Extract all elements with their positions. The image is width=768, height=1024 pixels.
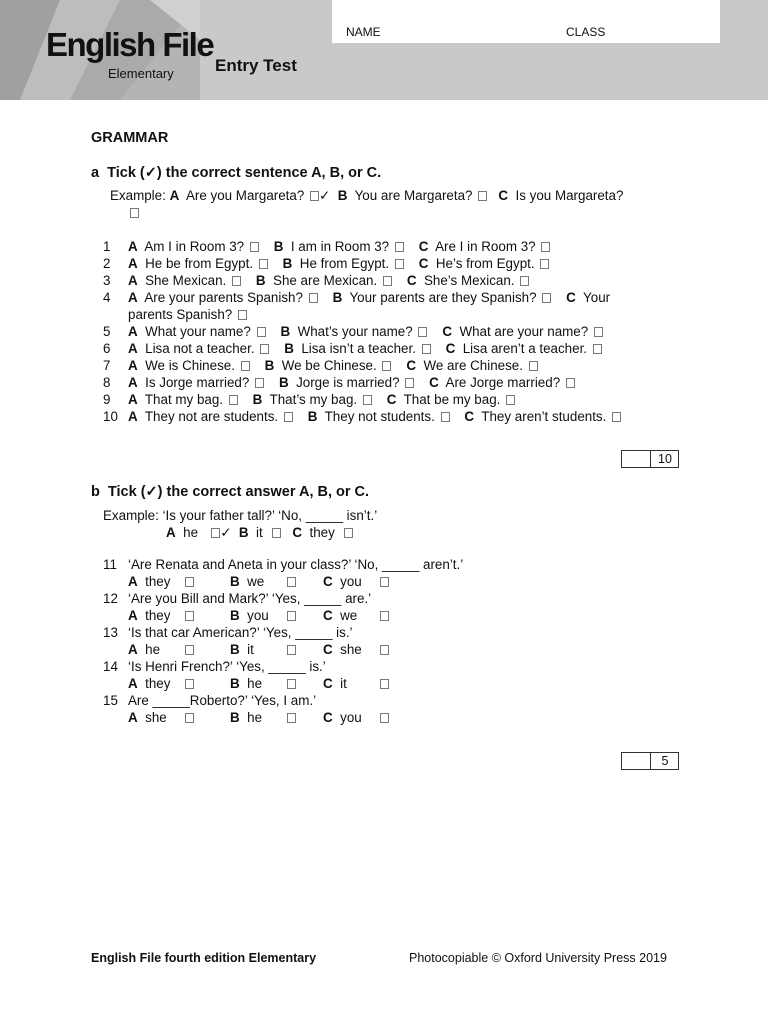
question-row bbox=[103, 693, 316, 709]
option-b-text: We be Chinese. bbox=[281, 358, 377, 373]
checkbox-icon[interactable] bbox=[380, 611, 389, 621]
option-letter: A bbox=[128, 642, 138, 657]
tick-icon: ✓ bbox=[220, 525, 232, 540]
checkbox-icon[interactable] bbox=[441, 412, 450, 422]
option-c-text: she bbox=[340, 642, 362, 657]
part-a-instruction bbox=[91, 165, 381, 181]
answer-option bbox=[323, 642, 389, 658]
option-letter: C bbox=[323, 710, 333, 725]
option-b-text: he bbox=[247, 676, 263, 691]
option-letter: A bbox=[128, 409, 138, 424]
question-number: 7 bbox=[103, 358, 111, 373]
checkbox-icon[interactable] bbox=[520, 276, 529, 286]
option-letter: B bbox=[264, 358, 275, 373]
checkbox-icon[interactable] bbox=[380, 577, 389, 587]
part-a-score: 10 bbox=[650, 451, 679, 467]
option-letter: B bbox=[255, 273, 266, 288]
checkbox-icon[interactable] bbox=[380, 713, 389, 723]
question-row bbox=[103, 324, 603, 340]
answer-option bbox=[230, 642, 296, 658]
answer-option bbox=[323, 608, 389, 624]
option-c-text: They aren’t students. bbox=[481, 409, 607, 424]
checkbox-icon[interactable] bbox=[287, 713, 296, 723]
checkbox-icon[interactable] bbox=[309, 293, 318, 303]
checkbox-icon[interactable] bbox=[529, 361, 538, 371]
answer-option bbox=[323, 574, 389, 590]
option-c-text: we bbox=[340, 608, 358, 623]
option-letter: A bbox=[128, 392, 138, 407]
question-text: ‘Is Henri French?’ ‘Yes, _____ is.’ bbox=[128, 659, 326, 674]
option-letter: B bbox=[252, 392, 263, 407]
option-a-text: What your name? bbox=[145, 324, 251, 339]
part-a-letter: a bbox=[91, 165, 100, 181]
option-c-text: you bbox=[340, 710, 362, 725]
option-letter: A bbox=[128, 358, 138, 373]
option-letter: C bbox=[406, 358, 417, 373]
option-b-text: What’s your name? bbox=[297, 324, 413, 339]
page-header bbox=[0, 0, 768, 100]
option-c-text: you bbox=[340, 574, 362, 589]
checkbox-icon[interactable] bbox=[593, 344, 602, 354]
option-letter: C bbox=[445, 341, 456, 356]
option-letter: C bbox=[418, 256, 429, 271]
class-label: CLASS bbox=[566, 25, 606, 39]
checkbox-icon[interactable] bbox=[287, 611, 296, 621]
question-number: 5 bbox=[103, 324, 111, 339]
option-a-text: She Mexican. bbox=[145, 273, 227, 288]
test-title: Entry Test bbox=[215, 56, 297, 75]
option-letter: C bbox=[429, 375, 439, 390]
checkbox-icon[interactable] bbox=[540, 259, 549, 269]
part-b-instruction bbox=[91, 484, 369, 500]
option-b-text: That’s my bag. bbox=[269, 392, 358, 407]
part-b-score-box bbox=[621, 752, 679, 770]
checkbox-icon[interactable] bbox=[541, 242, 550, 252]
name-class-box bbox=[332, 0, 720, 43]
option-letter: B bbox=[273, 239, 284, 254]
part-b-score: 5 bbox=[650, 753, 679, 769]
option-b-text: Lisa isn’t a teacher. bbox=[301, 341, 416, 356]
answer-option bbox=[230, 710, 296, 726]
option-letter: A bbox=[128, 324, 138, 339]
option-a-text: Is Jorge married? bbox=[145, 375, 250, 390]
option-c-text: What are your name? bbox=[459, 324, 589, 339]
option-b-text: They not students. bbox=[324, 409, 435, 424]
option-letter: C bbox=[323, 676, 333, 691]
checkbox-icon[interactable] bbox=[418, 327, 427, 337]
logo-subtitle: Elementary bbox=[108, 66, 174, 81]
checkbox-icon[interactable] bbox=[185, 713, 194, 723]
question-row bbox=[103, 273, 529, 289]
checkbox-icon[interactable] bbox=[241, 361, 250, 371]
option-letter: B bbox=[332, 290, 343, 305]
option-letter: B bbox=[307, 409, 318, 424]
question-number: 2 bbox=[103, 256, 111, 271]
option-a-text: Are your parents Spanish? bbox=[144, 290, 303, 305]
tick-icon: ✓ bbox=[319, 188, 331, 203]
question-number: 10 bbox=[103, 409, 118, 424]
question-row bbox=[103, 358, 538, 374]
checkbox-icon[interactable] bbox=[395, 242, 404, 252]
checkbox-icon[interactable] bbox=[405, 378, 414, 388]
checkbox-icon[interactable] bbox=[363, 395, 372, 405]
option-letter: B bbox=[230, 676, 240, 691]
answer-option bbox=[128, 710, 194, 726]
option-b-text: it bbox=[247, 642, 254, 657]
answer-option bbox=[323, 710, 389, 726]
answer-option bbox=[128, 676, 194, 692]
question-row bbox=[103, 409, 621, 425]
checkbox-icon[interactable] bbox=[229, 395, 238, 405]
answer-option bbox=[128, 608, 194, 624]
checkbox-icon[interactable] bbox=[383, 276, 392, 286]
checkbox-icon[interactable] bbox=[506, 395, 515, 405]
checkbox-icon[interactable] bbox=[185, 577, 194, 587]
answer-option bbox=[230, 676, 296, 692]
option-b-text: he bbox=[247, 710, 263, 725]
option-c-text: We are Chinese. bbox=[423, 358, 523, 373]
option-c-text: That be my bag. bbox=[403, 392, 501, 407]
checkbox-icon[interactable] bbox=[380, 645, 389, 655]
question-row bbox=[103, 239, 550, 255]
option-letter: A bbox=[128, 256, 138, 271]
checkbox-icon[interactable] bbox=[211, 528, 220, 538]
checkbox-icon[interactable] bbox=[272, 528, 281, 538]
checkbox-icon[interactable] bbox=[185, 679, 194, 689]
question-number: 11 bbox=[103, 557, 117, 572]
question-row bbox=[103, 557, 463, 573]
question-row bbox=[103, 290, 610, 306]
part-a-text: Tick (✓) the correct sentence A, B, or C. bbox=[107, 165, 382, 181]
option-b-text: you bbox=[247, 608, 269, 623]
checkbox-icon[interactable] bbox=[395, 259, 404, 269]
option-letter: A bbox=[128, 608, 138, 623]
option-c-text: Are Jorge married? bbox=[445, 375, 561, 390]
option-b-text: Jorge is married? bbox=[296, 375, 400, 390]
option-letter: A bbox=[128, 574, 138, 589]
question-row bbox=[103, 392, 515, 408]
checkbox-icon[interactable] bbox=[260, 344, 269, 354]
option-letter: C bbox=[566, 290, 576, 305]
question-text: ‘Are you Bill and Mark?’ ‘Yes, _____ are.’ bbox=[128, 591, 372, 606]
question-number: 9 bbox=[103, 392, 111, 407]
question-number: 15 bbox=[103, 693, 118, 708]
option-b-text: Your parents are they Spanish? bbox=[349, 290, 537, 305]
option-letter: A bbox=[128, 375, 138, 390]
option-letter: A bbox=[128, 290, 138, 305]
question-row-continued bbox=[128, 307, 247, 323]
question-number: 6 bbox=[103, 341, 111, 356]
option-letter: C bbox=[323, 574, 333, 589]
checkbox-icon[interactable] bbox=[232, 276, 241, 286]
checkbox-icon[interactable] bbox=[594, 327, 603, 337]
question-row bbox=[103, 659, 326, 675]
answer-option bbox=[128, 574, 194, 590]
option-letter: C bbox=[323, 608, 333, 623]
checkbox-icon[interactable] bbox=[284, 412, 293, 422]
option-b-text: we bbox=[247, 574, 265, 589]
part-a-score-box bbox=[621, 450, 679, 468]
option-b-text: He from Egypt. bbox=[299, 256, 390, 271]
checkbox-icon[interactable] bbox=[259, 259, 268, 269]
part-b-example-options: A he ✓ B it C they bbox=[166, 525, 353, 541]
option-c-text: He’s from Egypt. bbox=[435, 256, 535, 271]
checkbox-icon[interactable] bbox=[257, 327, 266, 337]
question-row bbox=[103, 256, 549, 272]
logo-title: English File bbox=[46, 26, 214, 63]
option-letter: B bbox=[230, 574, 240, 589]
option-letter: C bbox=[386, 392, 397, 407]
option-letter: B bbox=[280, 324, 291, 339]
option-letter: C bbox=[406, 273, 417, 288]
checkbox-icon[interactable] bbox=[255, 378, 264, 388]
option-letter: B bbox=[278, 375, 289, 390]
footer-right: Photocopiable © Oxford University Press 2019 bbox=[409, 951, 667, 965]
option-c-text: Are I in Room 3? bbox=[435, 239, 536, 254]
option-a-text: He be from Egypt. bbox=[145, 256, 254, 271]
question-number: 1 bbox=[103, 239, 111, 254]
checkbox-icon[interactable] bbox=[478, 191, 487, 201]
checkbox-icon[interactable] bbox=[130, 208, 139, 218]
footer-left: English File fourth edition Elementary bbox=[91, 951, 317, 965]
question-text: Are _____Roberto?’ ‘Yes, I am.’ bbox=[128, 693, 317, 708]
option-b-text: I am in Room 3? bbox=[290, 239, 390, 254]
option-a-text: she bbox=[145, 710, 167, 725]
question-text: ‘Is that car American?’ ‘Yes, _____ is.’ bbox=[128, 625, 353, 640]
option-a-text: That my bag. bbox=[144, 392, 224, 407]
question-number: 3 bbox=[103, 273, 111, 288]
checkbox-icon[interactable] bbox=[185, 611, 194, 621]
option-a-text: he bbox=[145, 642, 161, 657]
answer-option bbox=[323, 676, 389, 692]
option-a-text: Am I in Room 3? bbox=[144, 239, 245, 254]
option-letter: B bbox=[282, 256, 293, 271]
option-letter: A bbox=[128, 710, 138, 725]
name-label: NAME bbox=[346, 25, 381, 39]
question-row bbox=[103, 341, 602, 357]
option-letter: B bbox=[230, 608, 240, 623]
option-letter: C bbox=[323, 642, 333, 657]
option-a-text: Lisa not a teacher. bbox=[145, 341, 255, 356]
option-letter: B bbox=[284, 341, 294, 356]
question-row bbox=[103, 375, 575, 391]
answer-option bbox=[128, 642, 194, 658]
option-c-text: Your bbox=[583, 290, 611, 305]
checkbox-icon[interactable] bbox=[382, 361, 391, 371]
checkbox-icon[interactable] bbox=[344, 528, 353, 538]
checkbox-icon[interactable] bbox=[566, 378, 575, 388]
question-number: 12 bbox=[103, 591, 118, 606]
option-letter: A bbox=[128, 239, 138, 254]
question-row bbox=[103, 591, 371, 607]
checkbox-icon[interactable] bbox=[422, 344, 431, 354]
option-a-text: They not are students. bbox=[144, 409, 279, 424]
option-a-text: We is Chinese. bbox=[145, 358, 235, 373]
checkbox-icon[interactable] bbox=[310, 191, 319, 201]
checkbox-icon[interactable] bbox=[612, 412, 621, 422]
part-a-example-c-checkbox[interactable] bbox=[128, 205, 139, 221]
option-c-text-continued: parents Spanish? bbox=[128, 307, 233, 322]
checkbox-icon[interactable] bbox=[542, 293, 551, 303]
option-letter: A bbox=[128, 273, 138, 288]
option-letter: C bbox=[464, 409, 475, 424]
answer-option bbox=[230, 574, 296, 590]
checkbox-icon[interactable] bbox=[287, 645, 296, 655]
checkbox-icon[interactable] bbox=[185, 645, 194, 655]
part-b-example-question: Example: ‘Is your father tall?’ ‘No, _____ isn’t.’ bbox=[103, 508, 378, 523]
checkbox-icon[interactable] bbox=[287, 679, 296, 689]
part-b-letter: b bbox=[91, 484, 100, 500]
part-a-example: Example: A Are you Margareta? ✓ B You are Margareta? C Is you Margareta? bbox=[110, 188, 624, 203]
section-heading: GRAMMAR bbox=[91, 130, 169, 146]
option-letter: A bbox=[128, 676, 138, 691]
option-letter: C bbox=[442, 324, 452, 339]
option-c-text: it bbox=[340, 676, 347, 691]
answer-option bbox=[230, 608, 296, 624]
question-row bbox=[103, 625, 353, 641]
question-number: 14 bbox=[103, 659, 118, 674]
option-a-text: they bbox=[145, 676, 171, 691]
checkbox-icon[interactable] bbox=[238, 310, 247, 320]
option-letter: B bbox=[230, 710, 240, 725]
checkbox-icon[interactable] bbox=[250, 242, 259, 252]
option-c-text: She’s Mexican. bbox=[423, 273, 515, 288]
option-letter: A bbox=[128, 341, 138, 356]
part-b-text: Tick (✓) the correct answer A, B, or C. bbox=[107, 484, 370, 500]
question-number: 13 bbox=[103, 625, 118, 640]
question-number: 8 bbox=[103, 375, 111, 390]
option-letter: B bbox=[230, 642, 240, 657]
option-a-text: they bbox=[145, 574, 171, 589]
checkbox-icon[interactable] bbox=[287, 577, 296, 587]
option-a-text: they bbox=[145, 608, 171, 623]
checkbox-icon[interactable] bbox=[380, 679, 389, 689]
question-text: ‘Are Renata and Aneta in your class?’ ‘No, _____ aren’t.’ bbox=[128, 557, 464, 572]
option-c-text: Lisa aren’t a teacher. bbox=[462, 341, 588, 356]
option-b-text: She are Mexican. bbox=[273, 273, 378, 288]
option-letter: C bbox=[418, 239, 429, 254]
question-number: 4 bbox=[103, 290, 111, 305]
